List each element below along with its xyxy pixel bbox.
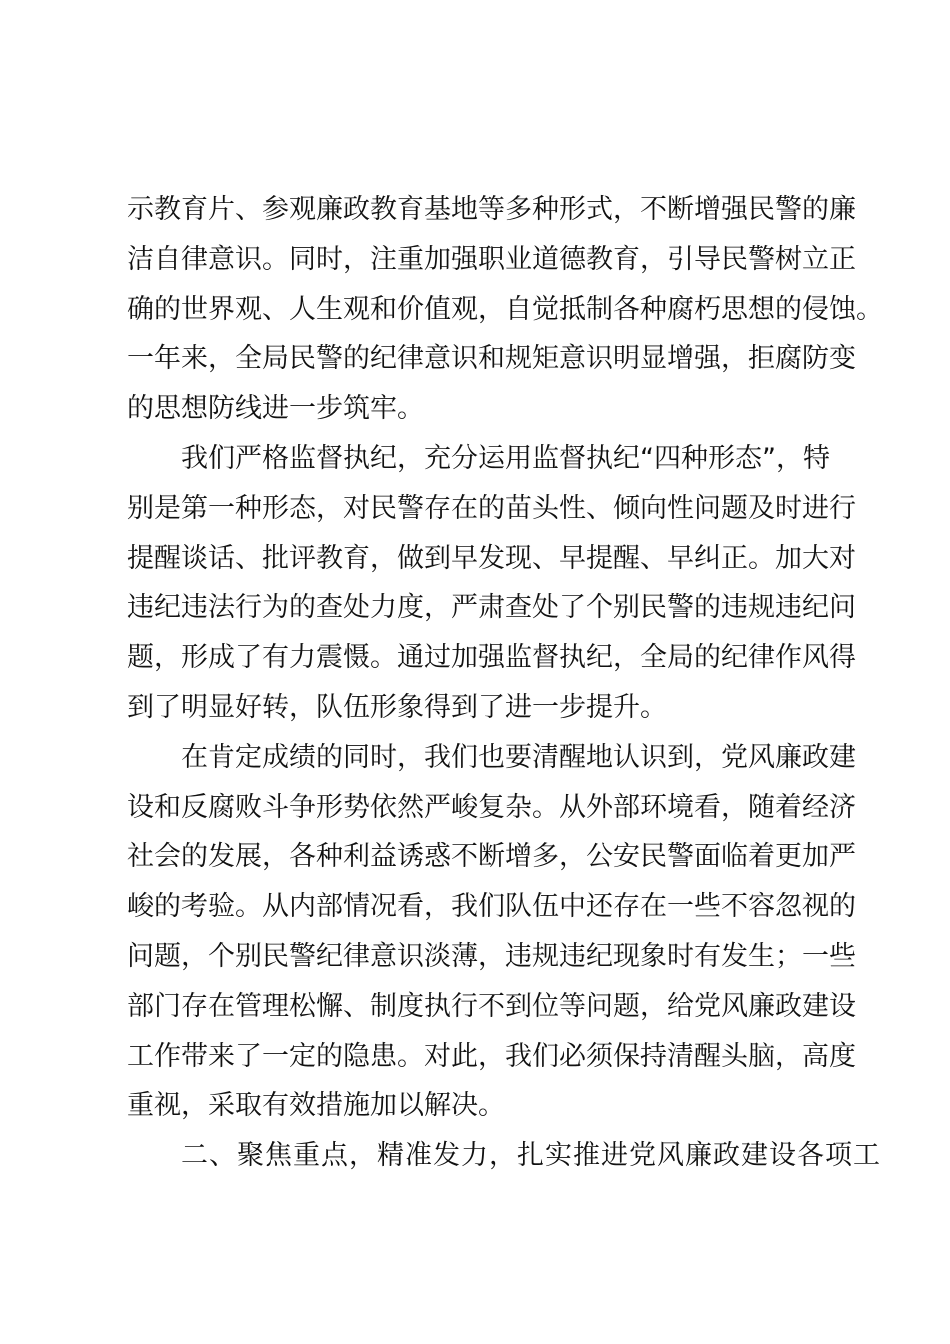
text-line: 别是第一种形态，对民警存在的苗头性、倾向性问题及时进行 — [127, 492, 856, 524]
text-line: 确的世界观、人生观和价值观，自觉抵制各种腐朽思想的侵蚀。 — [127, 293, 883, 325]
text-line: 社会的发展，各种利益诱惑不断增多，公安民警面临着更加严 — [127, 841, 856, 873]
text-line: 部门存在管理松懈、制度执行不到位等问题，给党风廉政建设 — [127, 990, 856, 1022]
document-body — [127, 185, 883, 1181]
text-line: 示教育片、参观廉政教育基地等多种形式，不断增强民警的廉 — [127, 194, 856, 225]
text-line: 洁自律意识。同时，注重加强职业道德教育，引导民警树立正 — [127, 243, 856, 275]
text-line: 的思想防线进一步筑牢。 — [127, 393, 424, 425]
text-line: 题，形成了有力震慑。通过加强监督执纪，全局的纪律作风得 — [127, 642, 856, 674]
text-line: 到了明显好转，队伍形象得到了进一步提升。 — [127, 691, 667, 723]
section-heading: 二、聚焦重点，精准发力，扎实推进党风廉政建设各项工 — [181, 1140, 881, 1172]
text-line: 提醒谈话、批评教育，做到早发现、早提醒、早纠正。加大对 — [127, 542, 856, 574]
text-line: 设和反腐败斗争形势依然严峻复杂。从外部环境看，随着经济 — [127, 791, 856, 823]
text-line: 峻的考验。从内部情况看，我们队伍中还存在一些不容忽视的 — [127, 891, 856, 923]
text-line: 重视，采取有效措施加以解决。 — [127, 1090, 505, 1122]
text-line: 违纪违法行为的查处力度，严肃查处了个别民警的违规违纪问 — [127, 592, 856, 624]
paragraph-first-line: 在肯定成绩的同时，我们也要清醒地认识到，党风廉政建 — [181, 741, 856, 773]
text-line: 问题，个别民警纪律意识淡薄，违规违纪现象时有发生；一些 — [127, 940, 856, 972]
paragraph-first-line: 我们严格监督执纪，充分运用监督执纪“四种形态”，特 — [181, 442, 830, 474]
text-line: 一年来，全局民警的纪律意识和规矩意识明显增强，拒腐防变 — [127, 343, 856, 375]
text-line: 工作带来了一定的隐患。对此，我们必须保持清醒头脑，高度 — [127, 1040, 856, 1072]
